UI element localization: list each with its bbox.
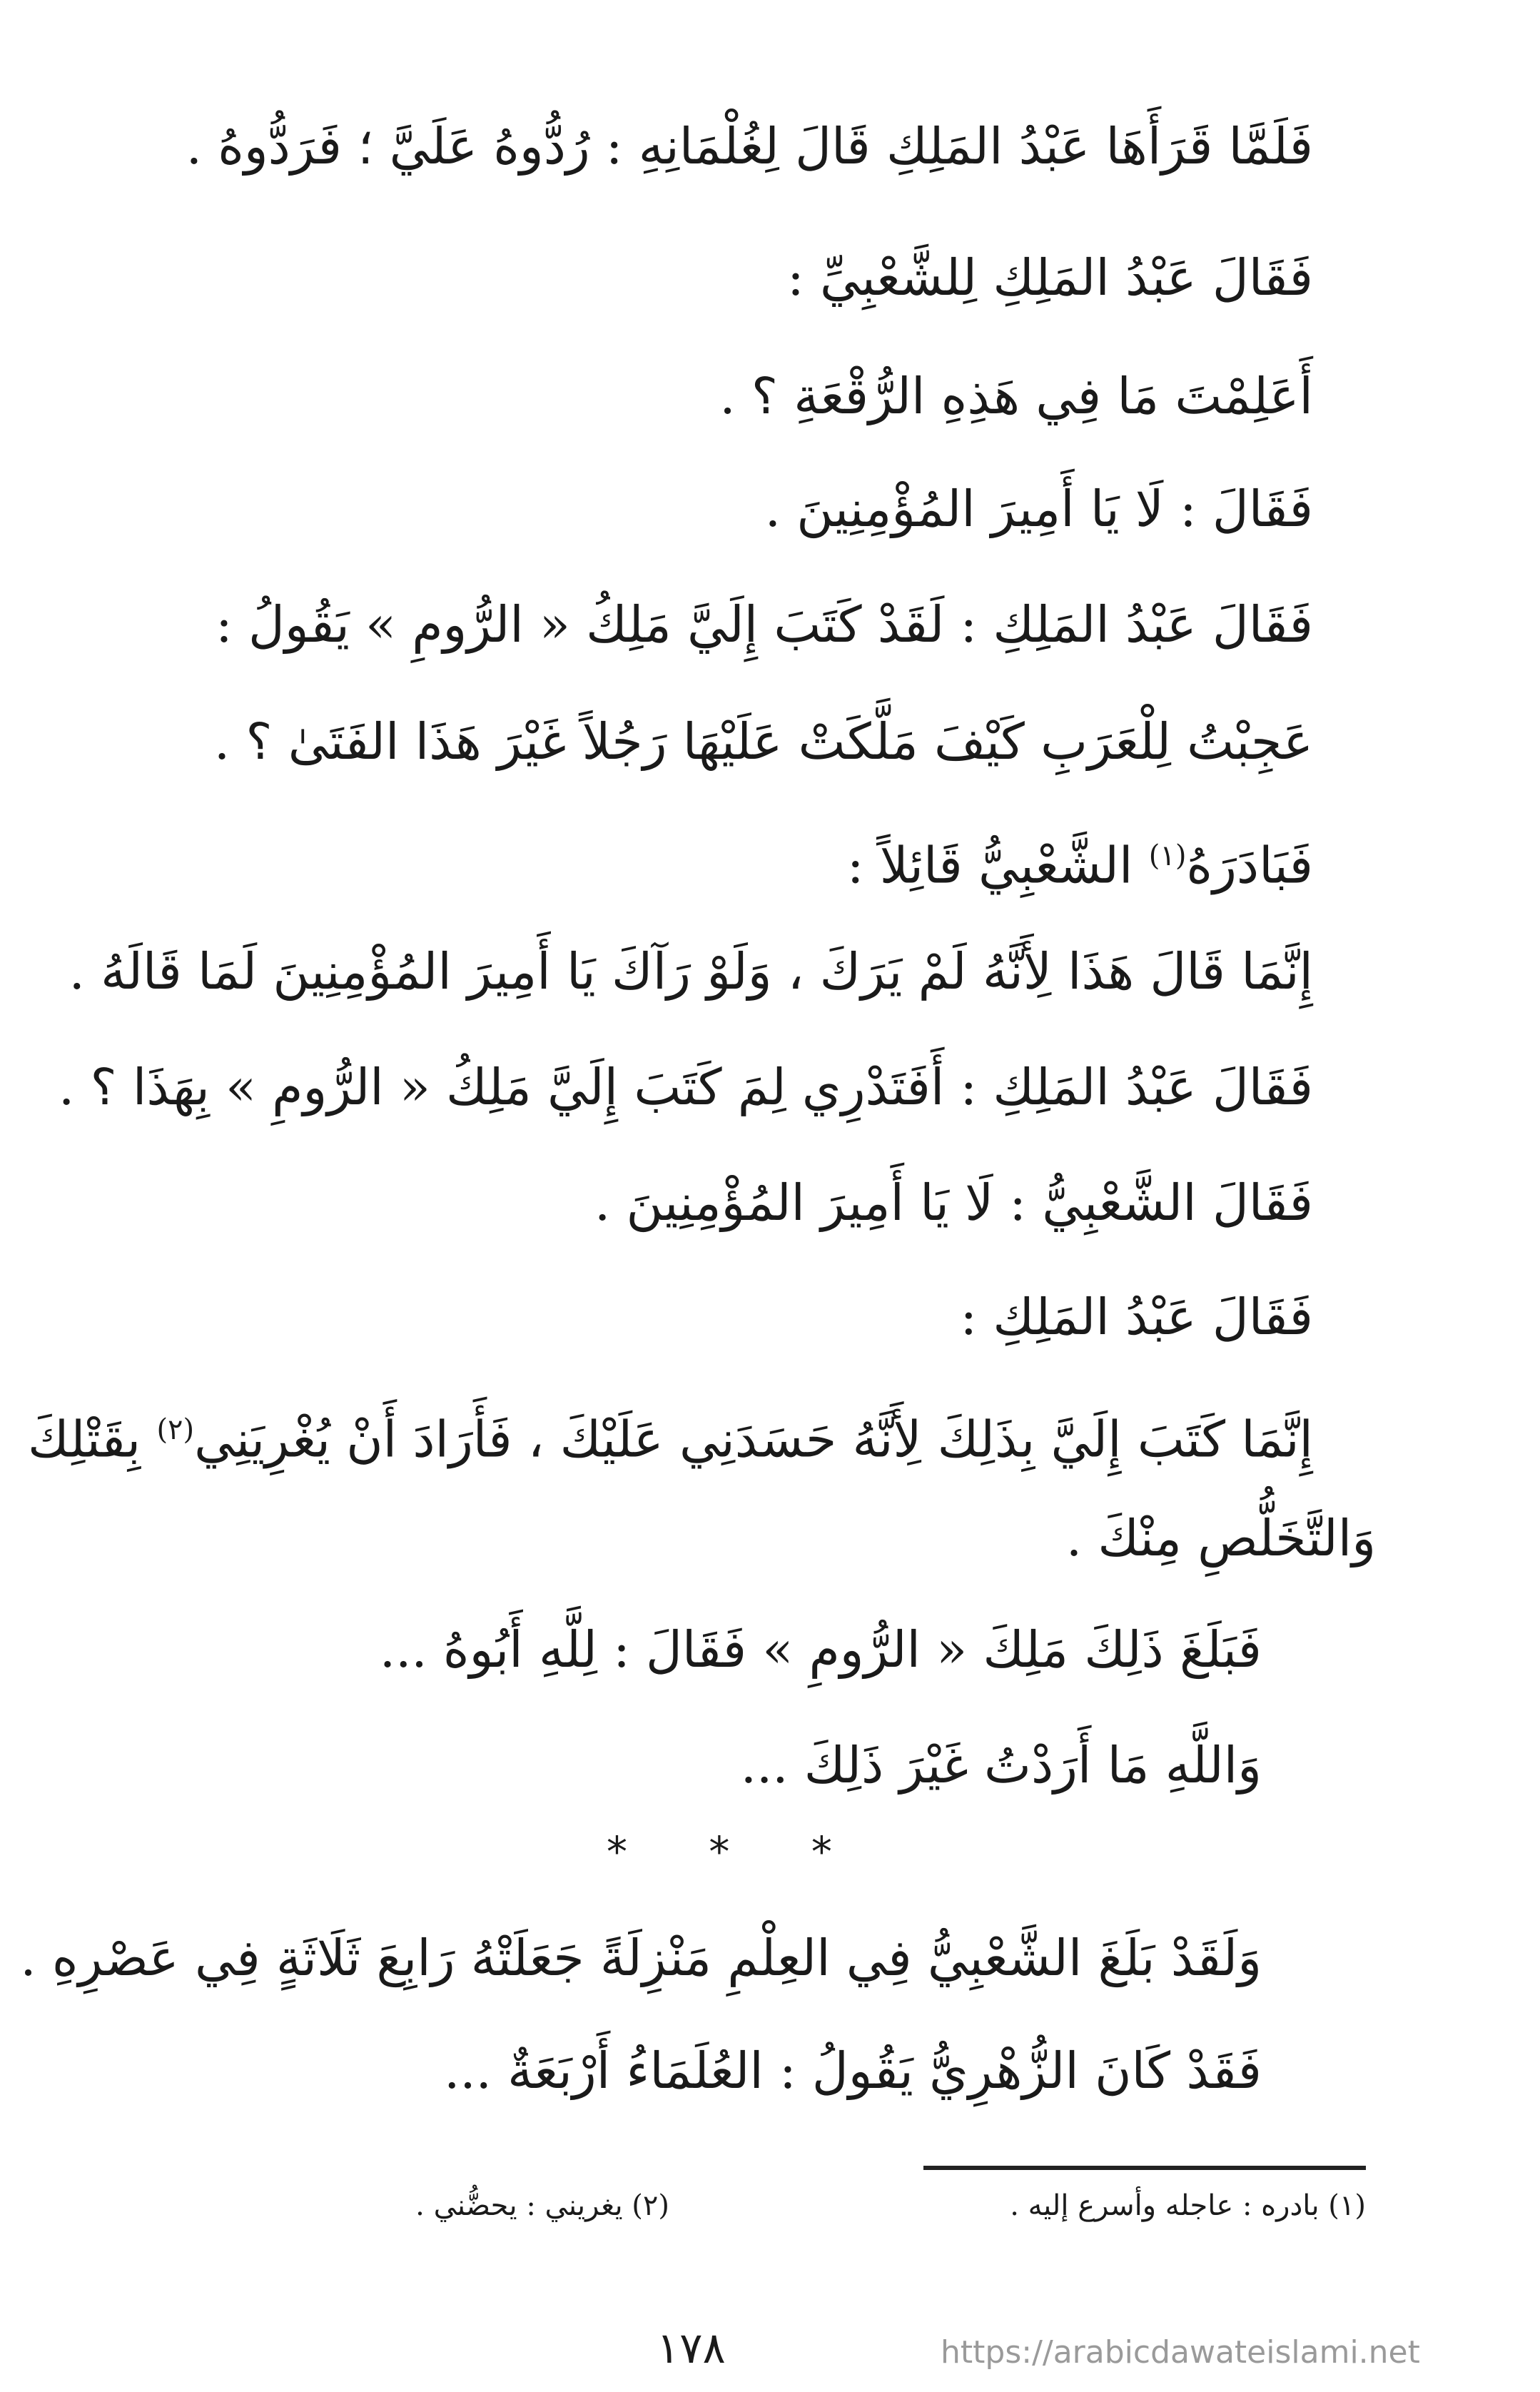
text-line-5: فَقَالَ عَبْدُ المَلِكِ : لَقَدْ كَتَبَ إِلَيَّ مَلِكُ « الرُّومِ » يَقُولُ : — [216, 595, 1313, 654]
footnote-divider — [923, 2166, 1366, 2170]
footnote-ref-1: (١) — [1148, 839, 1187, 872]
text-line-11: فَقَالَ عَبْدُ المَلِكِ : — [960, 1288, 1313, 1346]
footnote-1: (١) بادره : عاجله وأسرع إليه . — [1010, 2189, 1366, 2222]
text-line-6: عَجِبْتُ لِلْعَرَبِ كَيْفَ مَلَّكَتْ عَلَيْهَا رَجُلاً غَيْرَ هَذَا الفَتَىٰ ؟ . — [213, 712, 1313, 771]
text-line-8: إِنَّمَا قَالَ هَذَا لِأَنَّهُ لَمْ يَرَكَ ، وَلَوْ رَآكَ يَا أَمِيرَ المُؤْمِنِينَ لَمَا قَالَهُ . — [69, 942, 1313, 1001]
text-line-2: فَقَالَ عَبْدُ المَلِكِ لِلشَّعْبِيِّ : — [787, 248, 1313, 307]
text-line-12 — [28, 1391, 1313, 1478]
text-line-4: فَقَالَ : لَا يَا أَمِيرَ المُؤْمِنِينَ . — [764, 480, 1313, 538]
footnote-2: (٢) يغريني : يحضُّني . — [415, 2189, 669, 2222]
text-line-1: فَلَمَّا قَرَأَهَا عَبْدُ المَلِكِ قَالَ لِغُلْمَانِهِ : رُدُّوهُ عَلَيَّ ؛ فَرَدُّوهُ . — [186, 117, 1313, 176]
line-7-start: فَبَادَرَهُ — [1186, 836, 1313, 895]
text-line-16: وَلَقَدْ بَلَغَ الشَّعْبِيُّ فِي العِلْمِ مَنْزِلَةً جَعَلَتْهُ رَابِعَ ثَلَاثَةٍ فِي عَصْرِهِ . — [20, 1929, 1262, 1987]
page-number: ١٧٨ — [657, 2323, 726, 2373]
line-7-end: الشَّعْبِيُّ قَائِلاً : — [846, 836, 1133, 895]
line-12-start: إِنَّمَا كَتَبَ إِلَيَّ بِذَلِكَ لِأَنَّهُ حَسَدَنِي عَلَيْكَ ، فَأَرَادَ أَنْ يُغْرِيَنِي — [194, 1410, 1313, 1469]
footnote-ref-2: (٢) — [156, 1413, 195, 1446]
text-line-7 — [847, 817, 1313, 904]
line-12-end: بِقَتْلِكَ — [27, 1410, 141, 1469]
text-line-3: أَعَلِمْتَ مَا فِي هَذِهِ الرُّقْعَةِ ؟ . — [719, 367, 1313, 425]
source-watermark: https://arabicdawateislami.net — [941, 2334, 1420, 2371]
section-separator-stars: * * * — [607, 1827, 866, 1876]
text-line-13: وَالتَّخَلُّصِ مِنْكَ . — [1065, 1509, 1376, 1568]
text-line-15: وَاللَّهِ مَا أَرَدْتُ غَيْرَ ذَلِكَ ... — [740, 1736, 1262, 1795]
text-line-17: فَقَدْ كَانَ الزُّهْرِيُّ يَقُولُ : العُلَمَاءُ أَرْبَعَةٌ ... — [444, 2042, 1262, 2100]
text-line-9: فَقَالَ عَبْدُ المَلِكِ : أَفَتَدْرِي لِمَ كَتَبَ إِلَيَّ مَلِكُ « الرُّومِ » بِهَذَا ؟ . — [59, 1058, 1313, 1116]
text-line-14: فَبَلَغَ ذَلِكَ مَلِكَ « الرُّومِ » فَقَالَ : لِلَّهِ أَبُوهُ ... — [379, 1620, 1262, 1679]
text-line-10: فَقَالَ الشَّعْبِيُّ : لَا يَا أَمِيرَ المُؤْمِنِينَ . — [594, 1174, 1313, 1232]
